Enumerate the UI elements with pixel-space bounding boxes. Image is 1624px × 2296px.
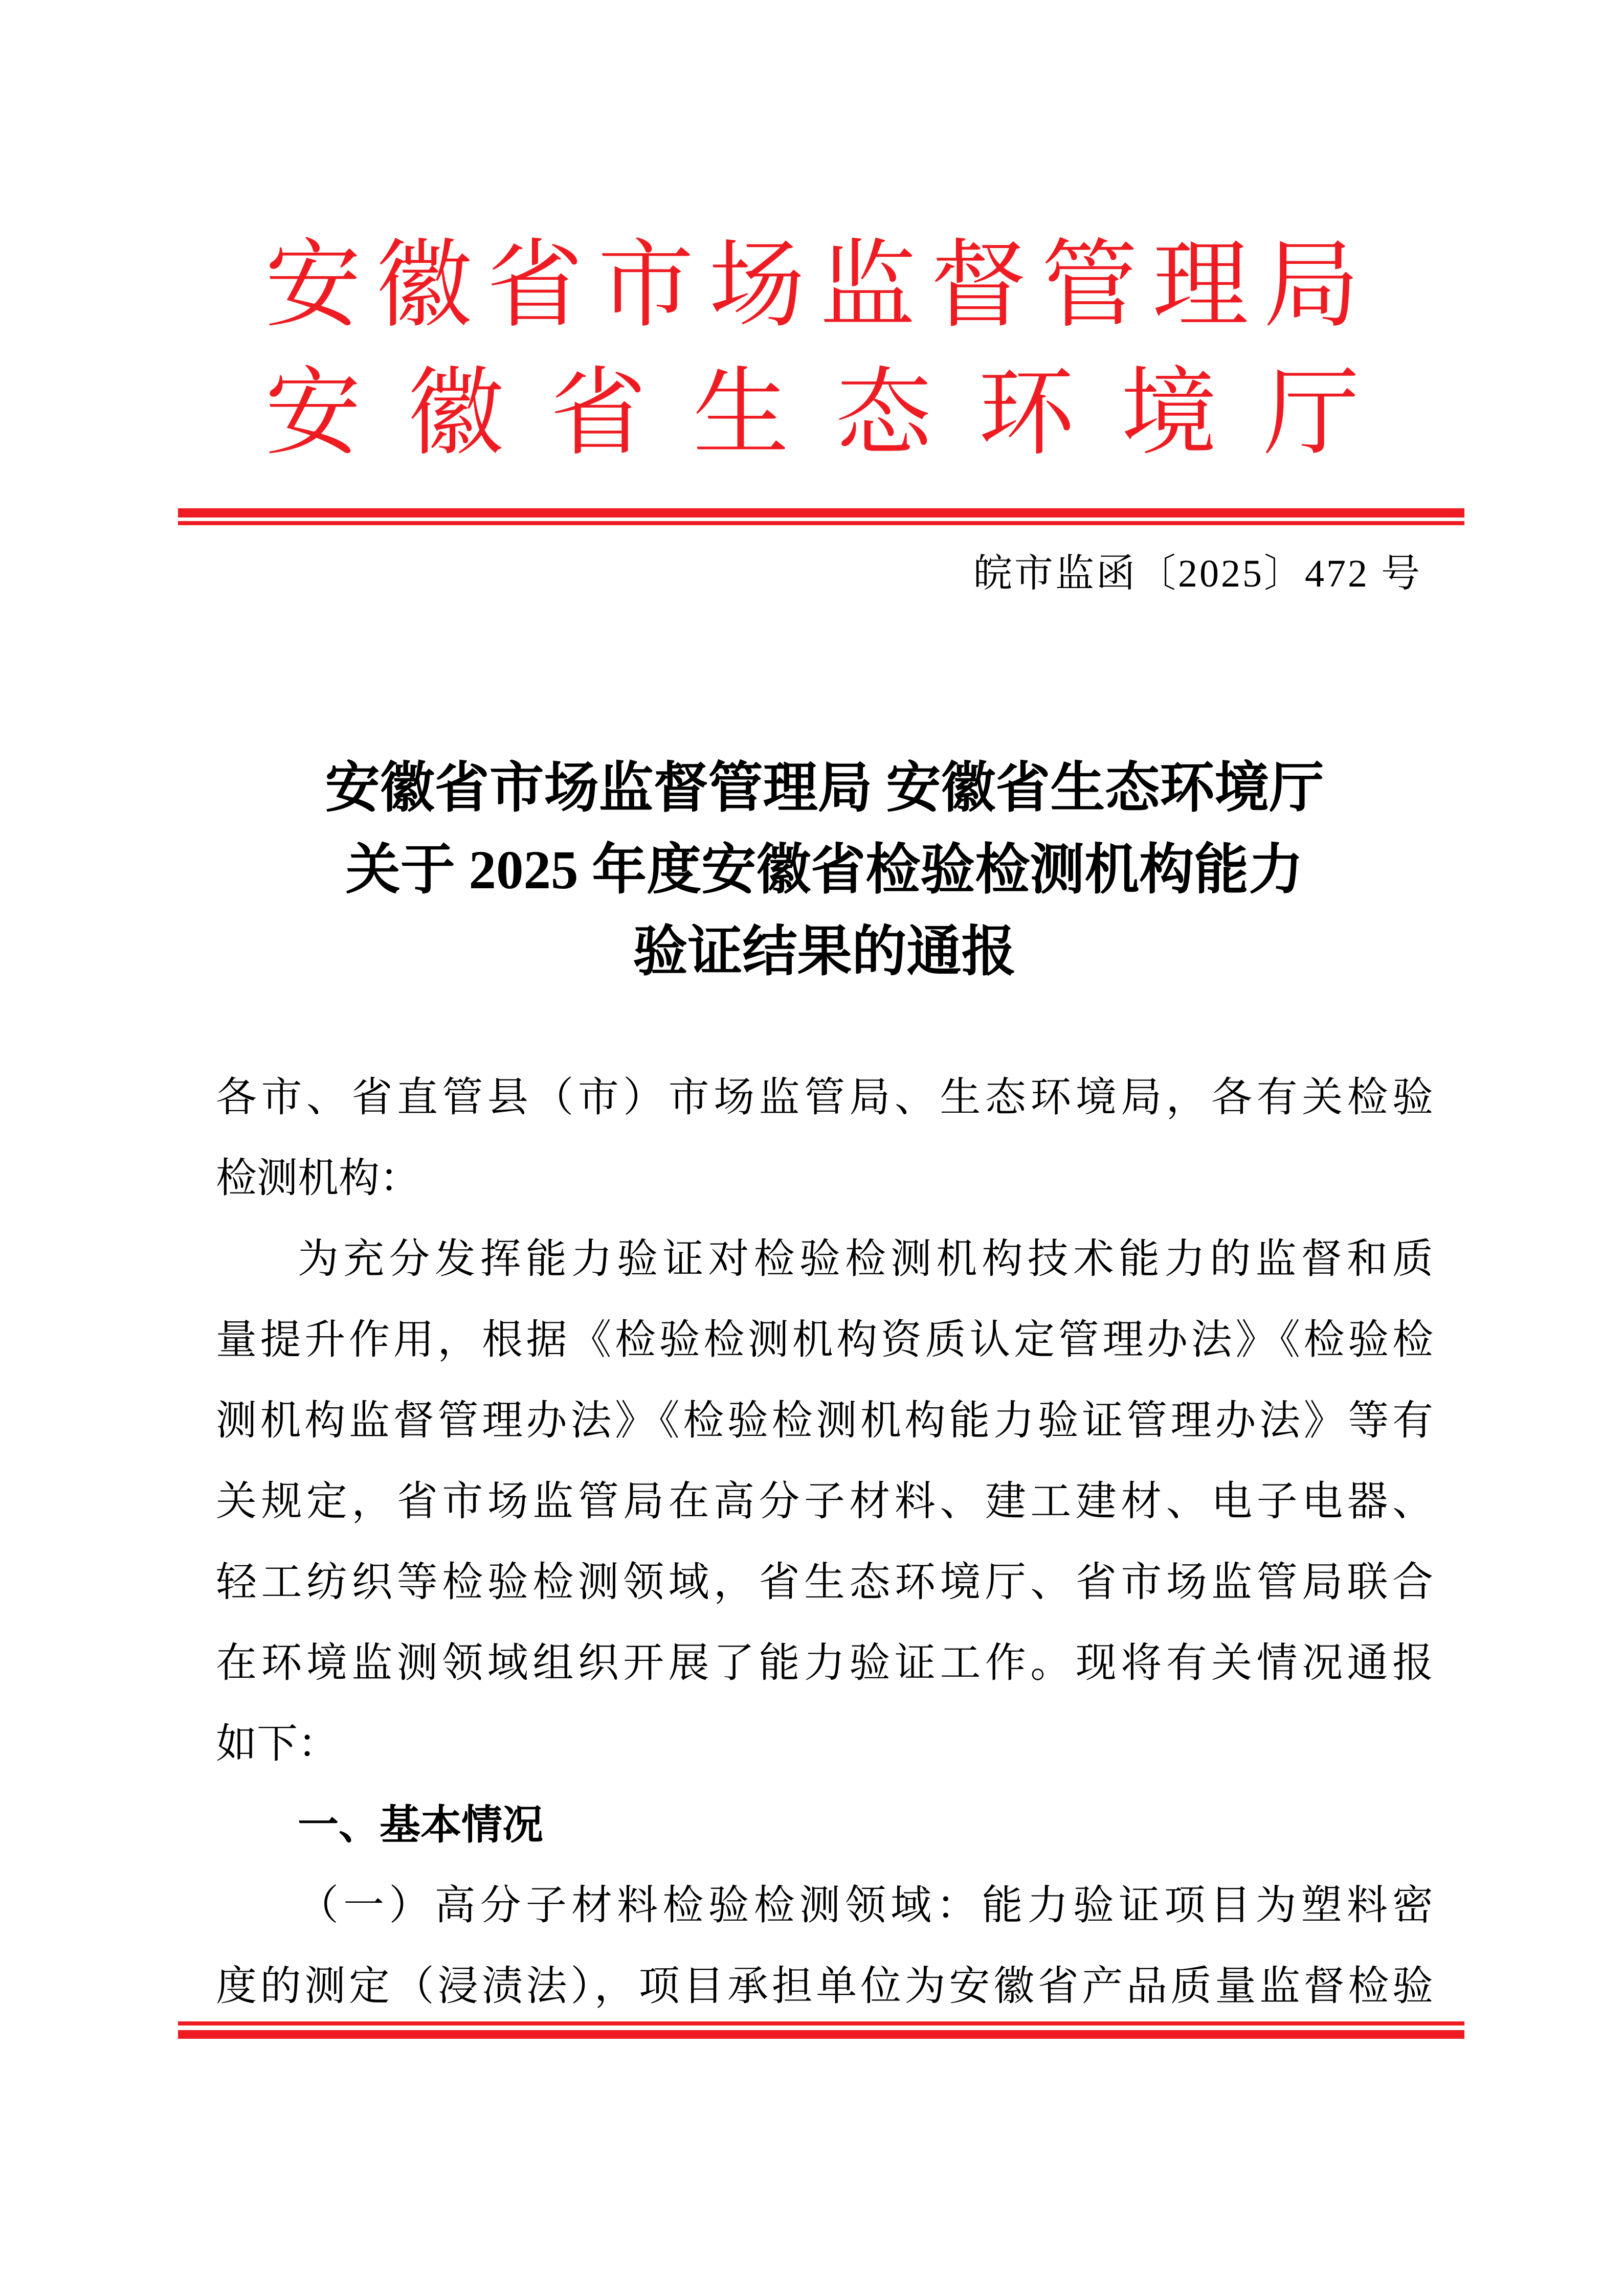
letterhead-line-1: 安徽省市场监督管理局: [265, 232, 1360, 339]
body-line-1: 各市、省直管县（市）市场监管局、生态环境局，各有关检验: [216, 1075, 1433, 1120]
body-line-6: 关规定，省市场监管局在高分子材料、建工建材、电子电器、: [216, 1479, 1433, 1524]
document-reference-number: 皖市监函〔2025〕472 号: [973, 552, 1422, 595]
footer-red-rule-thin: [178, 2021, 1464, 2025]
body-line-3: 为充分发挥能力验证对检验检测机构技术能力的监督和质: [298, 1237, 1433, 1282]
body-line-7: 轻工纺织等检验检测领域，省生态环境厅、省市场监管局联合: [216, 1560, 1433, 1605]
body-line-11: （一）高分子材料检验检测领域：能力验证项目为塑料密: [298, 1883, 1433, 1928]
body-line-4: 量提升作用，根据《检验检测机构资质认定管理办法》《检验检: [216, 1318, 1433, 1363]
title-line-3: 验证结果的通报: [633, 922, 1016, 982]
body-line-2: 检测机构：: [216, 1156, 420, 1201]
body-line-5: 测机构监督管理办法》《检验检测机构能力验证管理办法》等有: [216, 1399, 1433, 1444]
document-body: [216, 1057, 1433, 2027]
footer-red-rule-thick: [178, 2030, 1464, 2039]
body-line-12: 度的测定（浸渍法），项目承担单位为安徽省产品质量监督检验: [216, 1964, 1433, 2009]
title-line-2: 关于 2025 年度安徽省检验检测机构能力: [345, 840, 1304, 901]
body-line-8: 在环境监测领域组织开展了能力验证工作。现将有关情况通报: [216, 1641, 1433, 1686]
header-red-rule-thin: [178, 521, 1464, 525]
document-title: [216, 748, 1433, 993]
letterhead-line-2: 安徽省生态环境厅: [265, 360, 1360, 467]
body-line-9: 如下：: [216, 1722, 339, 1767]
section-heading: 一、基本情况: [298, 1802, 543, 1848]
letterhead: [265, 222, 1360, 478]
title-line-1: 安徽省市场监督管理局 安徽省生态环境厅: [325, 758, 1324, 819]
header-red-rule-thick: [178, 508, 1464, 517]
